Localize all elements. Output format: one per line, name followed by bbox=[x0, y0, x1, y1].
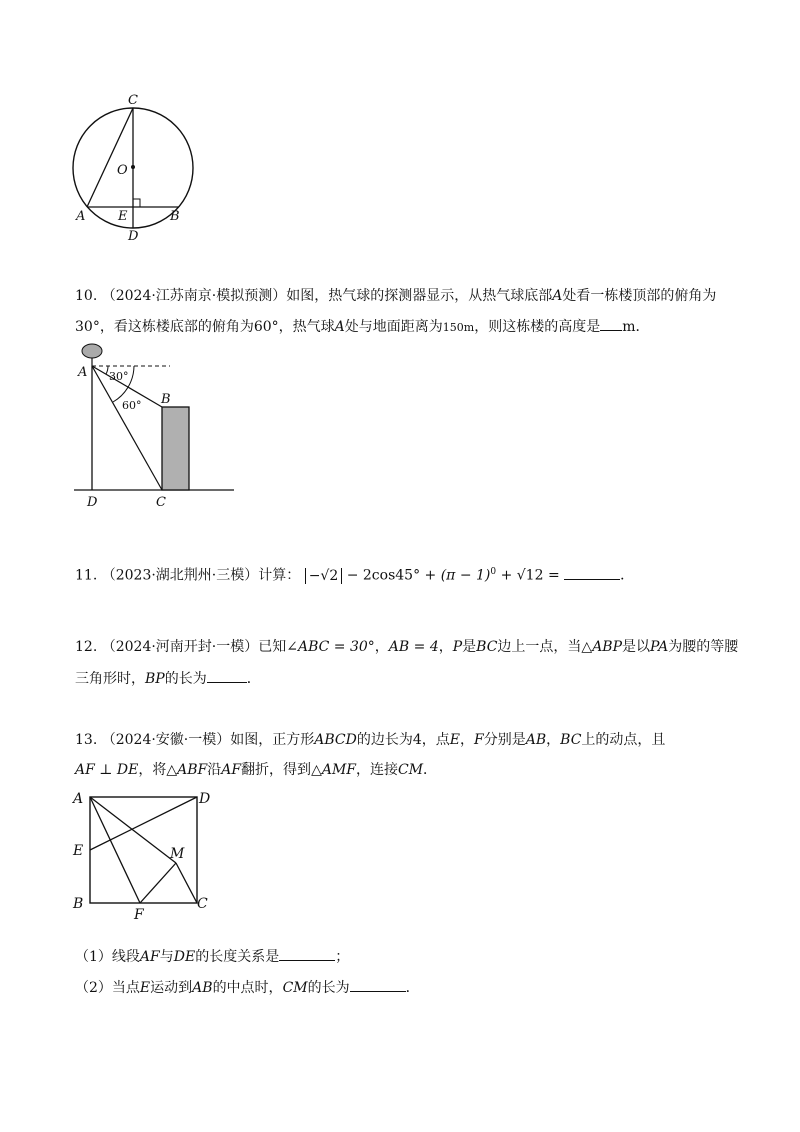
q13-text: 的边长为 bbox=[356, 732, 413, 748]
label-b: B bbox=[170, 209, 180, 224]
center-dot bbox=[131, 165, 135, 169]
segment-mc bbox=[176, 863, 197, 903]
q13-sub2 bbox=[75, 977, 420, 998]
sub1-text: 线段 bbox=[111, 949, 140, 965]
q12-math: P bbox=[452, 639, 463, 655]
q12-math: △ABP bbox=[581, 639, 623, 655]
q13-text: 上的动点，且 bbox=[581, 732, 666, 748]
q10-text: ，热气球 bbox=[278, 319, 335, 335]
label-c: C bbox=[197, 896, 208, 912]
sub1-text: 与 bbox=[159, 949, 174, 965]
label-e: E bbox=[118, 209, 128, 224]
q11-zero-exponent: 0 bbox=[490, 567, 497, 577]
angle-arc-30 bbox=[106, 366, 108, 374]
q13-text: 分别是 bbox=[483, 732, 526, 748]
q12-number: 12. bbox=[75, 639, 98, 655]
sub2-text: 当点 bbox=[111, 980, 140, 996]
label-d: D bbox=[128, 229, 139, 244]
q10-distance: 150m bbox=[442, 321, 475, 334]
q12-text: ， bbox=[438, 639, 453, 655]
q13-math: △AMF bbox=[311, 762, 356, 778]
q10-var-a: A bbox=[552, 288, 563, 304]
sub2-text: 的中点时， bbox=[212, 980, 283, 996]
q11-end: ． bbox=[620, 567, 635, 584]
sub2-math: CM bbox=[282, 980, 308, 996]
segment-mf bbox=[140, 863, 176, 903]
q12-answer-blank[interactable] bbox=[207, 668, 247, 683]
label-angle-30: 30° bbox=[109, 370, 129, 383]
label-a: A bbox=[76, 209, 86, 224]
q11-text: 计算： bbox=[258, 567, 301, 584]
q13-math: AF bbox=[221, 762, 242, 778]
q10-line1 bbox=[75, 286, 716, 306]
q13-text: ，连接 bbox=[356, 762, 398, 778]
label-f: F bbox=[134, 907, 144, 920]
sub2-label: （2） bbox=[75, 980, 112, 996]
sub2-end: ． bbox=[405, 980, 420, 996]
q13-text: ， bbox=[546, 732, 561, 748]
label-b: B bbox=[73, 896, 84, 912]
sub2-math: AB bbox=[192, 980, 213, 996]
q12-text: ， bbox=[374, 639, 389, 655]
q13-text: ，点 bbox=[421, 732, 450, 748]
q10-line2 bbox=[75, 316, 650, 338]
q13-math: 4 bbox=[412, 732, 422, 748]
segment-de bbox=[90, 797, 197, 850]
q13-text: 如图，正方形 bbox=[230, 732, 315, 748]
q10-angle: 30° bbox=[75, 319, 100, 335]
q13-math: △ABF bbox=[166, 762, 208, 778]
q10-unit: m． bbox=[622, 319, 650, 335]
q12-text: 边上一点，当 bbox=[497, 639, 582, 655]
q10-angle: 60° bbox=[253, 319, 279, 335]
q12-text: 是 bbox=[462, 639, 477, 655]
q13-text: 沿 bbox=[207, 762, 222, 778]
q12-math: ∠ABC = 30° bbox=[286, 639, 375, 655]
q13-math: AB bbox=[525, 732, 547, 748]
q11-source: （2023·湖北荆州·三模） bbox=[101, 567, 259, 584]
square-figure bbox=[68, 785, 218, 920]
segment-af bbox=[90, 797, 140, 903]
q13-math: CM bbox=[398, 762, 424, 778]
q10-text: 处看一栋楼顶部的俯角为 bbox=[562, 288, 717, 304]
right-angle-mark bbox=[133, 199, 140, 207]
segment-am bbox=[90, 797, 176, 863]
q13-math: E bbox=[449, 732, 461, 748]
q13-text: ，将 bbox=[138, 762, 167, 778]
q13-line2 bbox=[75, 760, 437, 780]
q11-cos-term: − 2cos45° + bbox=[346, 567, 437, 584]
q13-math: F bbox=[474, 732, 484, 748]
q10-text: ，则这栋楼的高度是 bbox=[474, 319, 601, 335]
sub2-answer-blank[interactable] bbox=[350, 977, 406, 992]
q10-number: 10. bbox=[75, 288, 98, 304]
q12-source: （2024·河南开封·一模） bbox=[101, 639, 259, 655]
q13-text: ． bbox=[423, 762, 438, 778]
label-e: E bbox=[73, 843, 84, 859]
q12-line1 bbox=[75, 637, 738, 657]
q12-line2 bbox=[75, 668, 261, 689]
q11-line bbox=[75, 562, 634, 586]
label-o: O bbox=[117, 163, 128, 178]
label-b: B bbox=[161, 392, 171, 407]
q13-number: 13. bbox=[75, 732, 98, 748]
q13-math: AF ⊥ DE bbox=[75, 762, 139, 778]
q11-number: 11. bbox=[75, 567, 98, 584]
q12-math: BC bbox=[476, 639, 498, 655]
sub2-math: E bbox=[139, 980, 151, 996]
q13-text: 翻折，得到 bbox=[241, 762, 312, 778]
q13-math: BC bbox=[560, 732, 582, 748]
q10-text: ，看这栋楼底部的俯角为 bbox=[99, 319, 254, 335]
q12-text: 已知 bbox=[258, 639, 287, 655]
q12-math: BP bbox=[145, 671, 165, 687]
label-a: A bbox=[73, 791, 84, 807]
sub1-label: （1） bbox=[75, 949, 112, 965]
q11-answer-blank[interactable] bbox=[564, 565, 620, 580]
circle-figure bbox=[60, 90, 220, 250]
label-angle-60: 60° bbox=[122, 399, 142, 412]
q11-abs-value bbox=[305, 568, 343, 584]
q10-text: 处与地面距离为 bbox=[344, 319, 443, 335]
sub1-answer-blank[interactable] bbox=[279, 946, 335, 961]
sub1-end: ； bbox=[335, 949, 350, 965]
sub2-text: 的长为 bbox=[307, 980, 350, 996]
sub2-text: 运动到 bbox=[150, 980, 193, 996]
q12-end: ． bbox=[246, 671, 261, 687]
q13-math: ABCD bbox=[314, 732, 357, 748]
sub1-math: AF bbox=[139, 949, 160, 965]
label-m: M bbox=[170, 846, 185, 862]
q13-sub1 bbox=[75, 946, 349, 967]
q11-sqrt-term: + √12 = bbox=[500, 567, 560, 584]
balloon-building-figure bbox=[70, 340, 240, 512]
q12-math: PA bbox=[650, 639, 669, 655]
q10-var-a: A bbox=[334, 319, 345, 335]
sightline-ac bbox=[92, 366, 162, 490]
q11-pi-term: (π − 1) bbox=[440, 567, 491, 584]
q13-text: ， bbox=[460, 732, 475, 748]
label-a: A bbox=[78, 365, 88, 380]
label-c: C bbox=[156, 495, 166, 510]
building-rect bbox=[162, 407, 189, 490]
label-d: D bbox=[199, 791, 211, 807]
q12-text: 为腰的等腰 bbox=[668, 639, 739, 655]
sub1-math: DE bbox=[173, 949, 196, 965]
q12-text: 三角形时， bbox=[75, 671, 145, 687]
q11-abs-inner: −√2 bbox=[308, 567, 339, 584]
q12-math: AB = 4 bbox=[388, 639, 439, 655]
q13-line1 bbox=[75, 730, 665, 750]
q10-text: 如图，热气球的探测器显示，从热气球底部 bbox=[286, 288, 553, 304]
q10-source: （2024·江苏南京·模拟预测） bbox=[101, 288, 287, 304]
label-c: C bbox=[128, 93, 138, 108]
q12-text: 是以 bbox=[622, 639, 651, 655]
q10-answer-blank[interactable] bbox=[600, 316, 622, 331]
sub1-text: 的长度关系是 bbox=[195, 949, 280, 965]
q12-text: 的长为 bbox=[164, 671, 207, 687]
q13-source: （2024·安徽·一模） bbox=[101, 732, 231, 748]
label-d: D bbox=[87, 495, 98, 510]
balloon-shape bbox=[82, 344, 102, 358]
